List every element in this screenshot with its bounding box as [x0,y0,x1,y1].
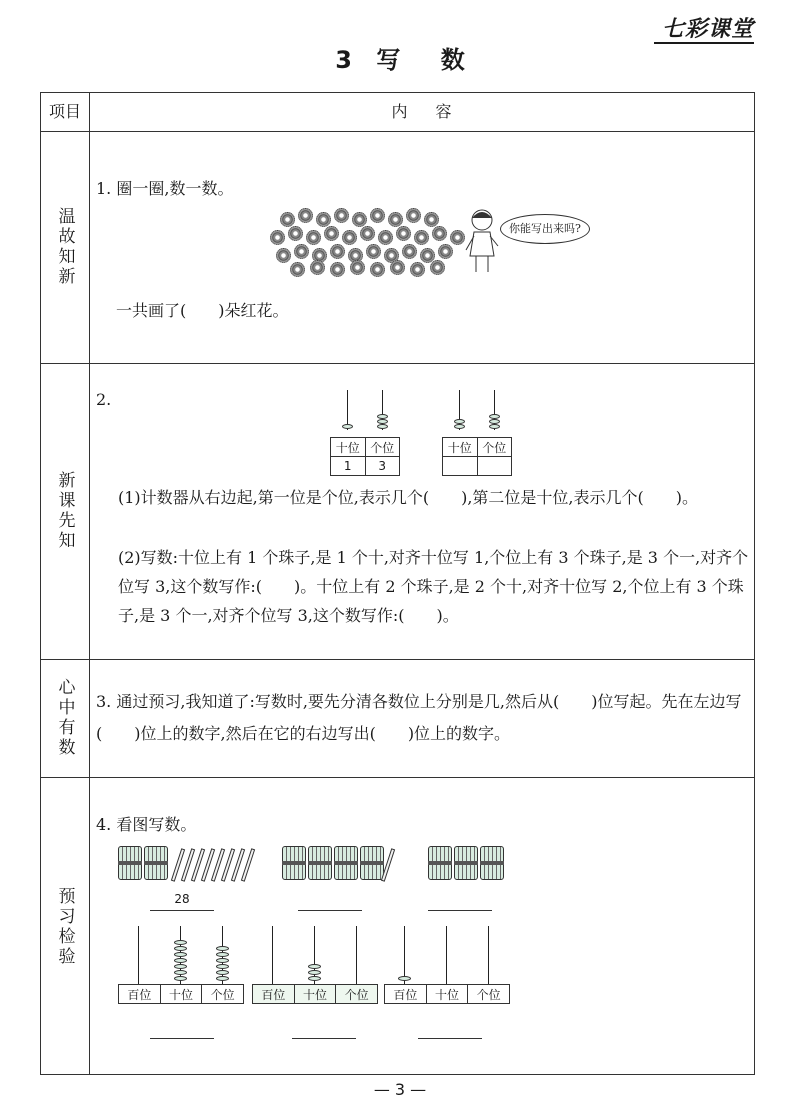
answer-flowers: 一共画了( )朵红花。 [116,301,289,320]
place-value-table-1: 十位 个位 1 3 [330,437,400,476]
header-item: 项目 [48,102,81,121]
question-1: 1. 圈一圈,数一数。 [96,179,234,198]
brand-logo: 七彩课堂 [661,17,754,42]
section-label-new-lesson: 新课先知 [54,471,75,551]
speech-bubble: 你能写出来吗? [500,214,590,244]
row-divider [41,659,754,660]
row-divider [41,777,754,778]
paragraph-2-2: (2)写数:十位上有 1 个珠子,是 1 个十,对齐十位写 1,个位上有 3 个珠子,是 3 个一,对齐个位写 3,这个数写作:( )。十位上有 2 个珠子,是 2 个十,对齐十位写 2,个位上有 3 个珠子,是 3 个一,对齐个位写 3,这个数写作:( )。 [118,548,749,625]
question-4: 4. 看图写数。 [96,815,197,834]
question-3: 3. 通过预习,我知道了:写数时,要先分清各数位上分别是几,然后从( )位写起。先在左边写( )位上的数字,然后在它的右边写出( )位上的数字。 [96,692,742,743]
answer-line-4[interactable] [150,1038,214,1039]
page-number: — 3 — [373,1080,427,1099]
page-title [0,40,800,75]
header-content: 内容 [391,102,480,121]
section-label-summary: 心中有数 [54,678,75,758]
title-char-1: 写 [376,46,401,74]
answer-line-1[interactable] [150,910,214,911]
place-value-table-2: 十位 个位 [442,437,512,476]
answer-line-2[interactable] [298,910,362,911]
title-number: 3 [335,46,352,74]
girl-illustration [464,206,500,280]
flower-cluster [270,206,470,276]
answer-line-5[interactable] [292,1038,356,1039]
title-char-2: 数 [440,46,465,74]
pv-table-b: 百位 十位 个位 [252,984,378,1004]
row-divider [41,363,754,364]
pv-table-a: 百位 十位 个位 [118,984,244,1004]
pv-table-c: 百位 十位 个位 [384,984,510,1004]
answer-line-6[interactable] [418,1038,482,1039]
answer-line-3[interactable] [428,910,492,911]
section-label-check: 预习检验 [54,886,75,967]
answer-28: 28 [174,892,190,906]
paragraph-2-1: (1)计数器从右边起,第一位是个位,表示几个( ),第二位是十位,表示几个( )。 [118,488,698,507]
row-divider [41,131,754,132]
column-divider [89,93,90,1074]
section-label-review: 温故知新 [54,207,75,287]
question-2: 2. [96,390,112,409]
